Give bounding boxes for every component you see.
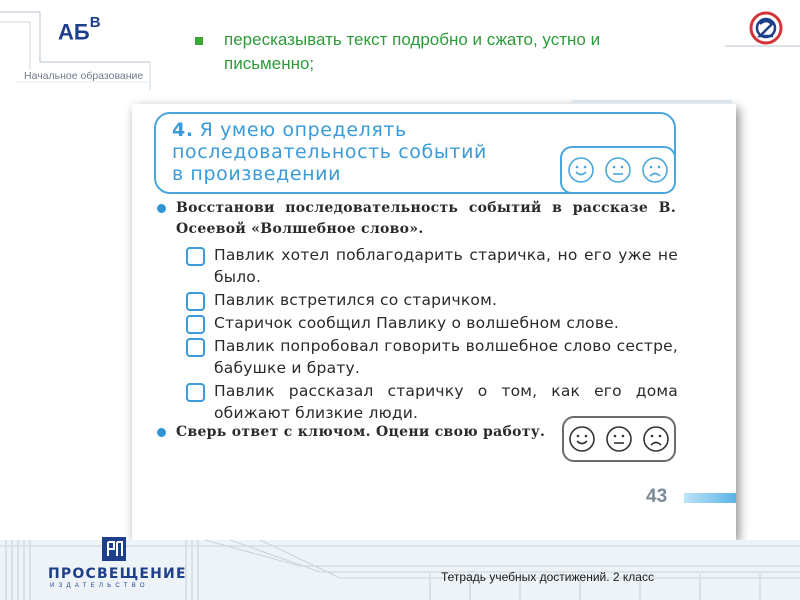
page-number: 43 [646,486,668,507]
neutral-face-icon [605,425,633,453]
answer-checkbox[interactable] [186,383,205,402]
page-decoration [572,100,732,103]
publisher-name: ПРОСВЕЩЕНИЕ [48,566,187,582]
objective-text: пересказывать текст подробно и сжато, устно и письменно; [224,30,601,73]
smile-face-icon [568,425,596,453]
list-item: Павлик попробовал говорить волшебное слово сестре, бабушке и брату. [186,335,678,379]
sad-face-icon [642,425,670,453]
answer-checkbox[interactable] [186,338,205,357]
question-restore-sequence: Восстанови последовательность событий в рассказе В. Осеевой «Волшебное слово». [176,198,676,240]
list-item: Старичок сообщил Павлику о волшебном слове. [186,312,678,334]
event-list [186,244,678,425]
neutral-face-icon [604,156,632,184]
self-assessment-faces-bottom [562,416,676,462]
footer-caption: Тетрадь учебных достижений. 2 класс [441,570,654,584]
bullet-dot-icon [157,204,166,213]
page-number-bar [684,493,736,503]
publisher-subtitle: ИЗДАТЕЛЬСТВО [50,583,149,589]
list-item: Павлик встретился со старичком. [186,289,678,311]
answer-checkbox[interactable] [186,315,205,334]
task-number: 4. [172,119,194,141]
list-item: Павлик хотел поблагодарить старичка, но его уже не было. [186,244,678,288]
bullet-dot-icon [157,428,166,437]
publisher-emblem-icon [746,8,786,48]
answer-checkbox[interactable] [186,292,205,311]
task-title: 4. Я умею определять последовательность событий в произведении [172,119,487,185]
header-subtitle: Начальное образование [24,70,144,82]
question-check-answer: Сверь ответ с ключом. Оцени свою работу. [176,422,556,443]
smile-face-icon [567,156,595,184]
sad-face-icon [641,156,669,184]
abv-logo: $АБ^В$ [58,14,101,45]
self-assessment-faces-top [560,146,676,194]
answer-checkbox[interactable] [186,247,205,266]
publisher-logo-icon [100,535,128,563]
list-item: Павлик рассказал старичку о том, как его дома обижают близкие люди. [186,380,678,424]
bullet-square-icon [195,37,203,45]
workbook-page [132,104,736,540]
